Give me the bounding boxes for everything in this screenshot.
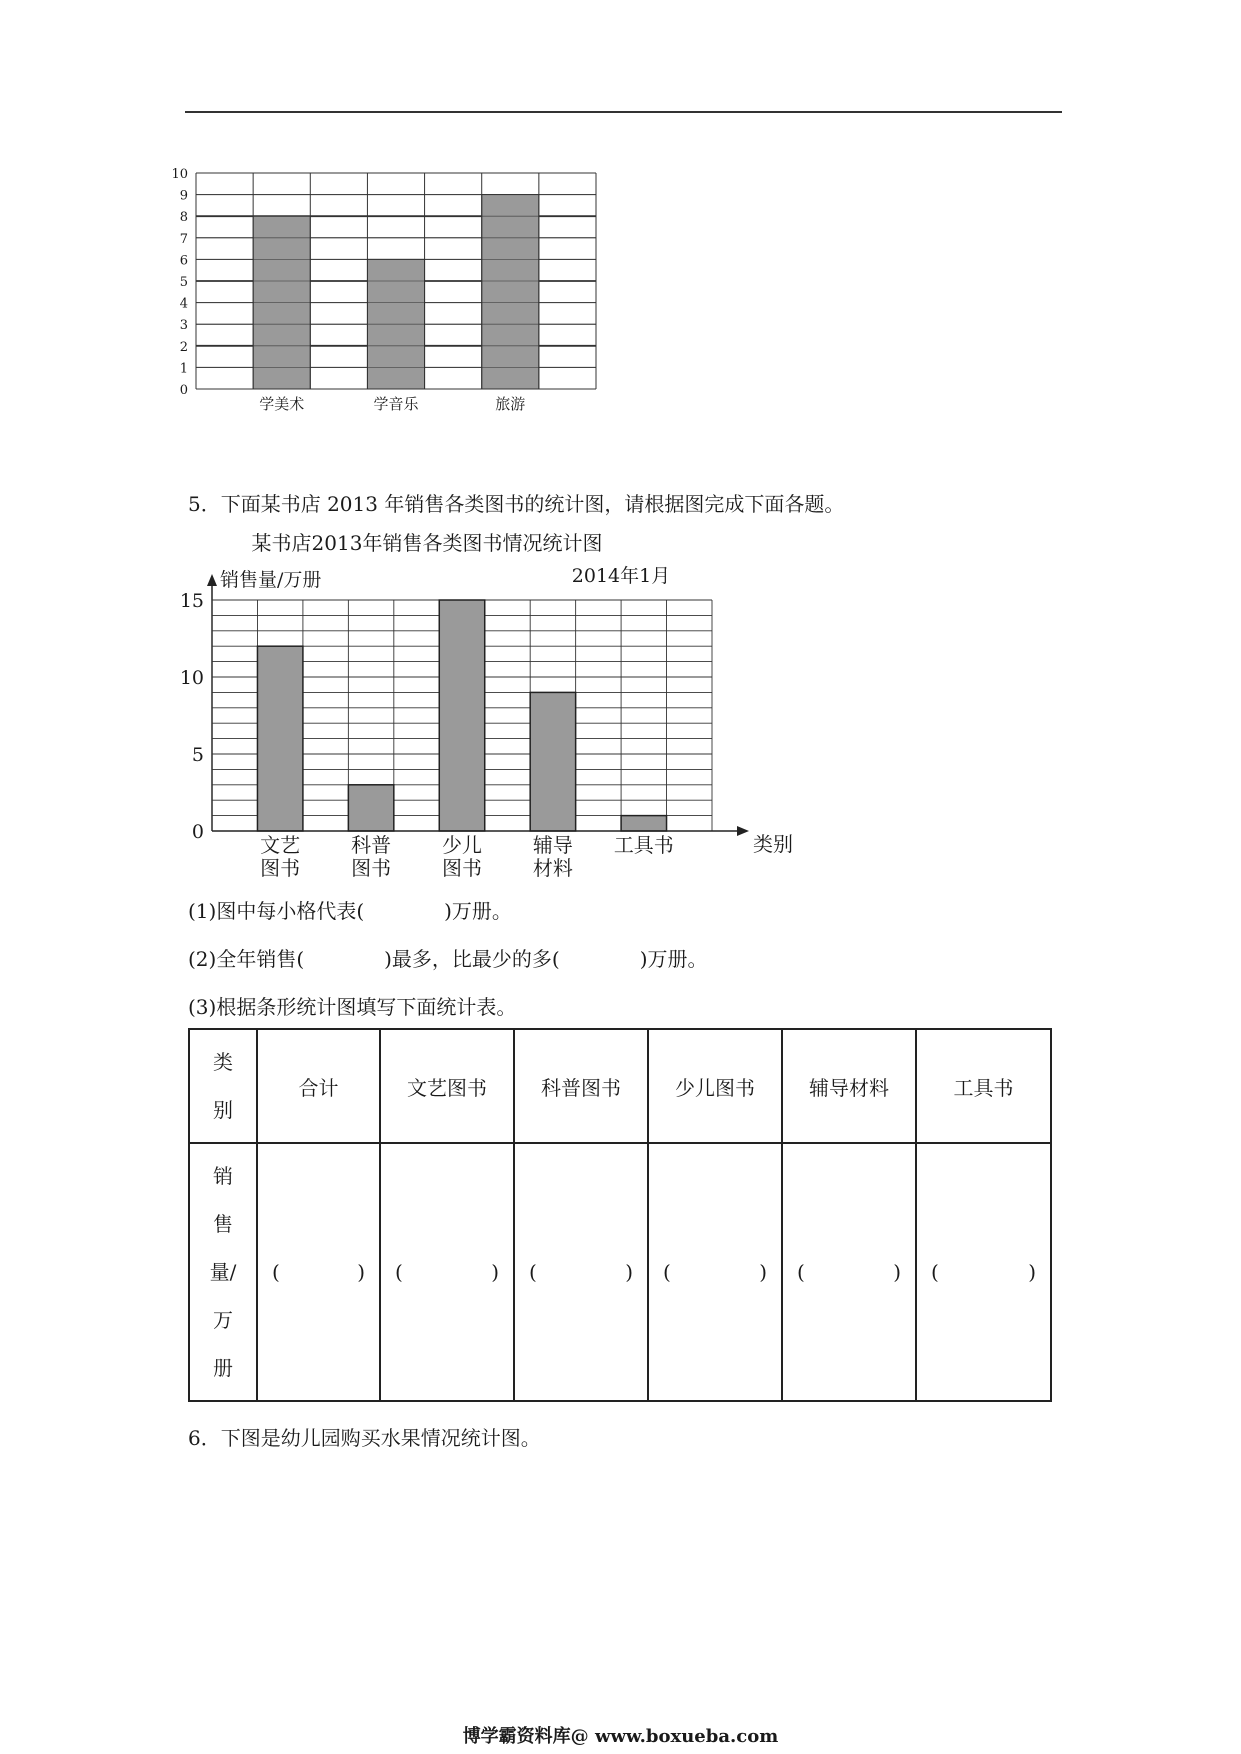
x-axis-label: 类别	[753, 832, 793, 856]
x-category-label: 辅导	[532, 833, 573, 857]
x-category-label: 图书	[260, 856, 301, 880]
answer-blank[interactable]: ( )	[782, 1143, 916, 1401]
x-category-label: 图书	[442, 856, 482, 880]
col-header: 辅导材料	[782, 1029, 916, 1143]
y-tick-label: 1	[179, 361, 188, 377]
x-category-label: 图书	[351, 856, 392, 880]
y-tick-label: 4	[179, 296, 188, 312]
x-category-label: 科普	[351, 833, 392, 857]
y-tick-label: 0	[179, 383, 188, 398]
y-axis-arrow	[207, 574, 217, 586]
answer-blank[interactable]: ( )	[257, 1143, 380, 1401]
x-category-label: 学美术	[259, 395, 305, 413]
x-category-label: 旅游	[495, 395, 526, 413]
chart-title: 某书店2013年销售各类图书情况统计图	[251, 531, 603, 555]
y-tick-label: 5	[191, 744, 204, 766]
answer-blank[interactable]: ( )	[380, 1143, 514, 1401]
bar	[348, 785, 393, 831]
col-header: 工具书	[916, 1029, 1051, 1143]
x-axis-arrow	[737, 826, 749, 836]
question5-part3: (3)根据条形统计图填写下面统计表。	[188, 995, 517, 1019]
answer-blank[interactable]: ( )	[916, 1143, 1051, 1401]
question5-title: 5．下面某书店 2013 年销售各类图书的统计图，请根据图完成下面各题。	[188, 492, 845, 516]
y-tick-label: 3	[179, 318, 188, 334]
chart-date: 2014年1月	[571, 565, 671, 587]
answer-blank[interactable]: ( )	[514, 1143, 648, 1401]
y-tick-label: 9	[179, 188, 188, 204]
x-category-label: 学音乐	[373, 395, 419, 413]
col-header: 文艺图书	[380, 1029, 514, 1143]
footer: 博学霸资料库@ www.boxueba.com	[462, 1726, 779, 1747]
question5-part1: (1)图中每小格代表( )万册。	[188, 899, 512, 923]
bar	[621, 816, 666, 831]
bar	[530, 692, 575, 831]
header-rule	[185, 111, 1062, 113]
chart-activities	[171, 160, 700, 470]
col-header: 科普图书	[514, 1029, 648, 1143]
x-category-label: 少儿	[442, 833, 482, 857]
y-tick-label: 8	[179, 210, 188, 226]
y-tick-label: 10	[171, 167, 188, 182]
table-sales-header: 销 售 量/ 万 册	[189, 1143, 257, 1401]
table-header-row	[189, 1029, 1051, 1143]
x-category-label: 材料	[532, 856, 573, 880]
x-category-label: 工具书	[613, 833, 674, 857]
col-header: 少儿图书	[648, 1029, 782, 1143]
y-tick-label: 7	[179, 231, 188, 247]
table-value-row	[189, 1143, 1051, 1401]
bar	[257, 646, 302, 831]
bar	[482, 195, 539, 389]
y-tick-label: 0	[191, 821, 204, 843]
y-tick-label: 5	[179, 275, 188, 290]
question6-title: 6．下图是幼儿园购买水果情况统计图。	[188, 1426, 541, 1450]
y-tick-label: 6	[179, 253, 188, 269]
x-category-label: 文艺	[260, 833, 301, 857]
table-category-header: 类 别	[189, 1029, 257, 1143]
question5-part2: (2)全年销售( )最多，比最少的多( )万册。	[188, 947, 708, 971]
y-tick-label: 15	[179, 590, 204, 612]
y-axis-label: 销售量/万册	[220, 569, 322, 591]
y-tick-label: 2	[179, 339, 188, 355]
stat-table	[188, 1028, 1052, 1402]
answer-blank[interactable]: ( )	[648, 1143, 782, 1401]
col-header: 合计	[257, 1029, 380, 1143]
chart-bookstore	[179, 530, 793, 880]
y-tick-label: 10	[179, 667, 204, 689]
bar	[439, 600, 484, 831]
